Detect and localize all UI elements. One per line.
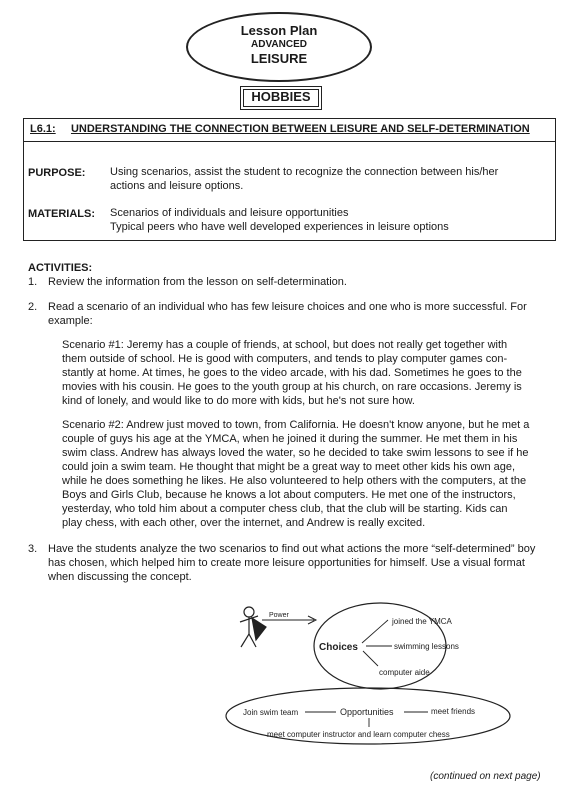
- level-label: ADVANCED: [251, 39, 307, 50]
- scenario-line: play chess, with each other, over the internet, and Andrew is really excited.: [62, 517, 426, 529]
- scenario-line: swim class. Andrew has always loved the water, so he decided to take swim lessons to see if he: [62, 447, 529, 459]
- item-number: 2.: [28, 301, 38, 313]
- activity-line: has chosen, which helped him to create more leisure opportunities for himself. Use a visual format: [48, 557, 525, 569]
- item-number: 1.: [28, 276, 38, 288]
- activity-item-1: Review the information from the lesson on self-determination.: [48, 276, 347, 288]
- scenario-line: could join a swim team. He thought that might be a great way to meet other kids his own age,: [62, 461, 516, 473]
- scenario-line: Scenario #2: Andrew just moved to town, from California. He doesn't know anyone, but he met a: [62, 419, 530, 431]
- choices-label: Choices: [319, 642, 358, 653]
- computer-aide-text: computer aide: [379, 668, 430, 677]
- activities-heading: ACTIVITIES:: [28, 262, 93, 274]
- power-label: Power: [269, 612, 289, 619]
- materials-label: MATERIALS:: [28, 208, 96, 220]
- purpose-line: Using scenarios, assist the student to recognize the connection between his/her: [110, 166, 499, 178]
- scenario-line: couple of guys his age at the YMCA, when he joined it during the summer. He met them in his: [62, 433, 518, 445]
- scenario-line: while he does something he likes. He also volunteered to help others with the computers, at the: [62, 475, 527, 487]
- stick-figure-icon: [240, 607, 266, 647]
- meet-instructor-text: meet computer instructor and learn computer chess: [267, 730, 450, 739]
- activity-line: example:: [48, 315, 93, 327]
- scenario-line: yesterday, who told him about a computer chess club, that the club will be starting. Kids can: [62, 503, 508, 515]
- purpose-line: actions and leisure options.: [110, 180, 244, 192]
- lesson-code: L6.1:: [30, 123, 56, 135]
- lesson-title: UNDERSTANDING THE CONNECTION BETWEEN LEISURE AND SELF-DETERMINATION: [70, 123, 530, 135]
- choices-connector: [363, 651, 378, 666]
- scenario-line: them outside of school. He is good with computers, and tends to play computer games con-: [62, 353, 508, 365]
- unit-label: HOBBIES: [251, 89, 311, 104]
- scenario-line: Boys and Girls Club, because he knows a lot about computers. He met one of the instructors,: [62, 489, 516, 501]
- purpose-label: PURPOSE:: [28, 167, 86, 179]
- scenario-line: kind of lonely, and would like to do more with kids, but he's not sure how.: [62, 395, 415, 407]
- continued-note: (continued on next page): [430, 771, 541, 782]
- lesson-plan-label: Lesson Plan: [240, 23, 318, 38]
- item-number: 3.: [28, 543, 38, 555]
- scenario-line: Scenario #1: Jeremy has a couple of friends, at school, but does not really get together with: [62, 339, 508, 351]
- swimming-lessons-text: swimming lessons: [394, 642, 459, 651]
- scenario-line: stantly at home. At times, he goes to the video arcade, with his dad. Sometimes he goes to the: [62, 367, 522, 379]
- opportunities-label: Opportunities: [340, 707, 394, 717]
- activity-line: when discussing the concept.: [48, 571, 192, 583]
- scenario-line: movies with his cousin. He goes to the youth group at his church, on rare occasions. Jeremy is: [62, 381, 522, 393]
- activity-line: Have the students analyze the two scenarios to find out what actions the more “self-determined” boy: [48, 543, 536, 555]
- activity-line: Read a scenario of an individual who has few leisure choices and one who is more successful. For: [48, 301, 527, 313]
- join-swim-team-text: Join swim team: [243, 708, 299, 717]
- choices-connector: [362, 620, 388, 643]
- joined-ymca-text: joined the YMCA: [392, 617, 452, 626]
- subject-label: LEISURE: [250, 51, 308, 66]
- materials-line: Typical peers who have well developed experiences in leisure options: [110, 221, 449, 233]
- materials-line: Scenarios of individuals and leisure opportunities: [110, 207, 349, 219]
- meet-friends-text: meet friends: [431, 707, 476, 716]
